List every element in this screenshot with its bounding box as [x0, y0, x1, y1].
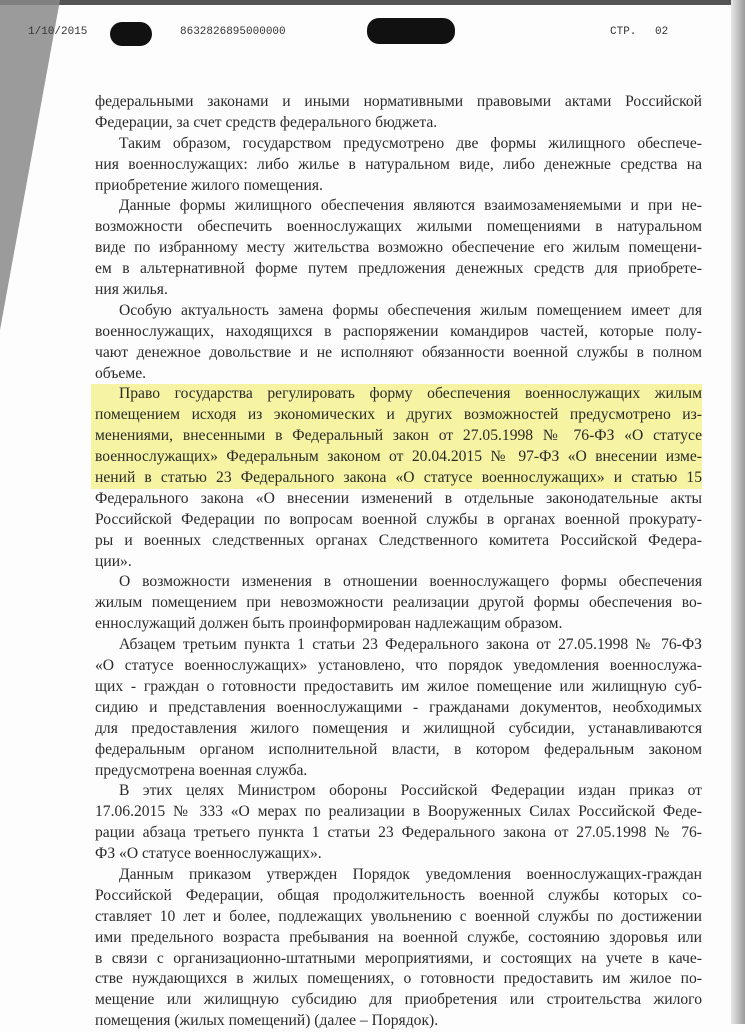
- text-line: Таким образом, государством предусмотрено две формы жилищного обеспече-: [119, 134, 702, 152]
- paragraph: [95, 865, 702, 1032]
- text-line: Особую актуальность замена формы обеспечения жилым помещением имеет для: [119, 301, 702, 319]
- paragraph: [95, 92, 702, 134]
- text-line: приобретение жилого помещения.: [95, 176, 323, 194]
- highlighted-text-line: военнослужащих» Федеральным законом от 20.04.2015 № 97-ФЗ «О внесении изме-: [91, 447, 702, 468]
- paragraph: [95, 134, 702, 197]
- paragraph: [95, 384, 702, 572]
- text-line: «О статусе военнослужащих» установлено, что порядок уведомления военнослужа-: [95, 657, 702, 675]
- highlighted-text-line: помещением исходя из экономических и других возможностей предусмотрено из-: [91, 405, 702, 426]
- text-line: ставляет 10 лет и более, подлежащих увольнению с военной службы по достижении: [95, 907, 702, 925]
- text-line: ры и военных следственных органах Следственного комитета Российской Федера-: [95, 531, 702, 549]
- text-line: 17.06.2015 № 333 «О мерах по реализации в Вооруженных Силах Российской Феде-: [95, 803, 702, 821]
- paragraph: [95, 301, 702, 385]
- text-line: ния военнослужащих: либо жилье в натуральном виде, либо денежные средства на: [95, 155, 702, 173]
- header-number: 8632826895000000: [180, 26, 286, 38]
- text-line: жилым помещением при невозможности реализации другой формы обеспечения во-: [95, 594, 702, 612]
- header-page-number: 02: [655, 26, 669, 38]
- text-line: военнослужащих, находящихся в распоряжении командиров частей, которые полу-: [95, 322, 702, 340]
- text-line: ния жилья.: [95, 281, 168, 299]
- text-line: щих - граждан о готовности предоставить им жилое помещение или жилищную суб-: [95, 677, 702, 695]
- text-line: Российской Федерации по вопросам военной службы в органах военной прокурату-: [95, 510, 702, 528]
- text-line: для предоставления жилого помещения и жилищной субсидии, устанавливаются: [95, 719, 702, 737]
- scan-edge-top: [0, 0, 745, 5]
- text-line: Данным приказом утвержден Порядок уведомления военнослужащих-граждан: [119, 865, 702, 883]
- redaction-mark: [110, 22, 152, 46]
- text-line: ими предельного возраста пребывания на военной службе, состоянию здоровья или: [95, 928, 702, 946]
- paragraph: [95, 781, 702, 865]
- text-line: стве нуждающихся в жилых помещениях, о готовности предоставить им жилое по-: [95, 970, 702, 988]
- header-page-label: СТР.: [610, 26, 637, 38]
- text-line: виде по избранному месту жительства возможно обеспечение его жилым помещени-: [95, 239, 702, 257]
- text-line: О возможности изменения в отношении военнослужащего формы обеспечения: [119, 573, 702, 591]
- paragraph: [95, 196, 702, 300]
- paragraph: [95, 635, 702, 781]
- text-line: мещение или жилищную субсидию для приобретения или строительства жилого: [95, 991, 702, 1009]
- text-line: федеральными законами и иными нормативными правовыми актами Российской: [95, 93, 702, 110]
- paragraph: [95, 572, 702, 635]
- redaction-mark: [367, 18, 455, 44]
- header-date: 1/10/2015: [28, 26, 88, 38]
- text-line: возможности обеспечить военнослужащих жилыми помещениями в натуральном: [95, 218, 702, 236]
- text-line: ем в альтернативной форме путем предложения денежных средств для приобрете-: [95, 260, 702, 278]
- scan-shadow: [0, 0, 60, 330]
- fax-header: [0, 24, 745, 44]
- text-line: Федерального закона «О внесении изменений в отдельные законодательные акты: [95, 489, 702, 507]
- text-line: рации абзаца третьего пункта 1 статьи 23 Федерального закона от 27.05.1998 № 76-: [95, 824, 702, 842]
- highlighted-text-line: нений в статью 23 Федерального закона «О статусе военнослужащих» и статью 15: [91, 468, 702, 489]
- text-line: Абзацем третьим пункта 1 статьи 23 Федерального закона от 27.05.1998 № 76-ФЗ: [119, 636, 702, 654]
- text-line: объеме.: [95, 364, 147, 382]
- highlighted-text-line: менениями, внесенными в Федеральный закон от 27.05.1998 № 76-ФЗ «О статусе: [91, 426, 702, 447]
- text-line: чают денежное довольствие и не исполняют обязанности военной службы в полном: [95, 343, 702, 361]
- text-line: Российской Федерации, общая продолжительность военной службы которых со-: [95, 886, 702, 904]
- text-line: ции».: [95, 552, 132, 570]
- text-line: В этих целях Министром обороны Российской Федерации издан приказ от: [119, 782, 702, 800]
- highlighted-text-line: Право государства регулировать форму обеспечения военнослужащих жилым: [91, 384, 702, 405]
- document-body: [95, 92, 702, 1032]
- text-line: федеральным органом исполнительной власти, в котором федеральным законом: [95, 740, 702, 758]
- text-line: еннослужащий должен быть проинформирован надлежащим образом.: [95, 615, 563, 633]
- text-line: сидию и представления военнослужащими - гражданами документов, необходимых: [95, 698, 702, 716]
- text-line: помещения (жилых помещений) (далее – Порядок).: [95, 1012, 439, 1030]
- text-line: в связи с организационно-штатными мероприятиями, и состоящих на учете в каче-: [95, 949, 702, 967]
- scan-edge-right: [731, 0, 745, 1024]
- text-line: ФЗ «О статусе военнослужащих».: [95, 845, 322, 863]
- text-line: Федерации, за счет средств федерального бюджета.: [95, 113, 438, 131]
- text-line: предусмотрена военная служба.: [95, 761, 308, 779]
- text-line: Данные формы жилищного обеспечения являются взаимозаменяемыми и при не-: [119, 197, 702, 215]
